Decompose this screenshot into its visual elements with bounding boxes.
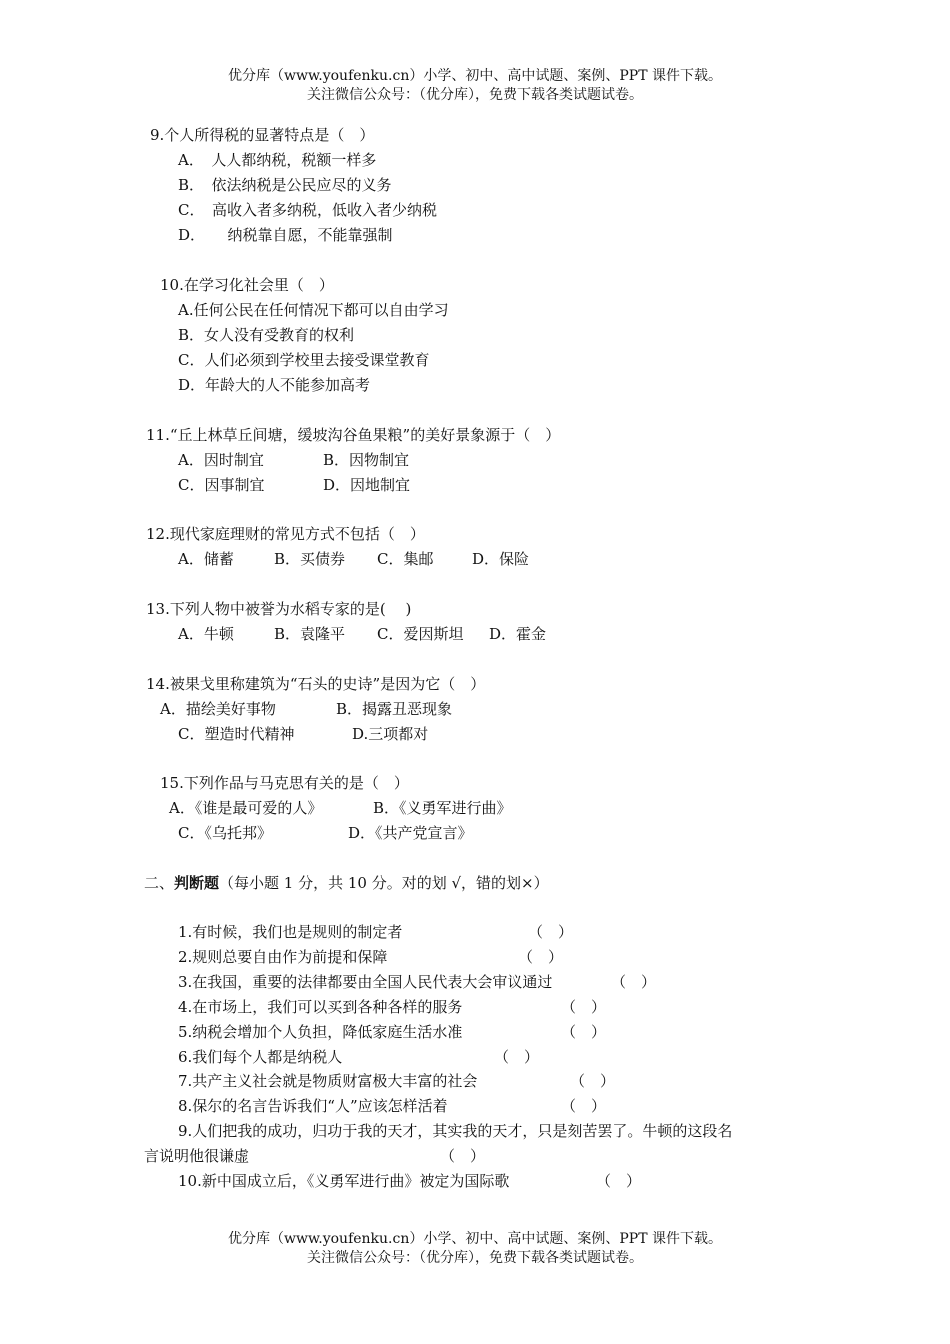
option-b: B．《义勇军进行曲》 xyxy=(373,799,512,817)
judge-item-text: 10.新中国成立后，《义勇军进行曲》被定为国际歌 xyxy=(178,1172,510,1190)
option-c: C．集邮 xyxy=(377,550,434,568)
footer-line-2: 关注微信公众号：（优分库），免费下载各类试题试卷。 xyxy=(307,1250,643,1266)
judge-item-text: 9.人们把我的成功，归功于我的天才，其实我的天才，只是刻苦罢了。牛顿的这段名 xyxy=(178,1122,733,1140)
answer-paren[interactable]: （ ） xyxy=(561,998,607,1016)
option-a: A．牛顿 xyxy=(178,625,234,643)
option-d: D．年龄大的人不能参加高考 xyxy=(178,376,371,394)
judge-item-text: 8.保尔的名言告诉我们“人”应该怎样活着 xyxy=(178,1097,448,1115)
question-stem: 12.现代家庭理财的常见方式不包括（ ） xyxy=(146,525,425,543)
option-c: C．人们必须到学校里去接受课堂教育 xyxy=(178,351,430,369)
answer-paren[interactable]: （ ） xyxy=(561,1097,607,1115)
option-d: D.三项都对 xyxy=(352,725,429,743)
header-line-2: 关注微信公众号：（优分库），免费下载各类试题试卷。 xyxy=(307,87,643,103)
option-b: B．女人没有受教育的权利 xyxy=(178,326,355,344)
option-a: A．《谁是最可爱的人》 xyxy=(169,799,323,817)
option-a: A．描绘美好事物 xyxy=(160,700,276,718)
answer-paren[interactable]: （ ） xyxy=(570,1072,616,1090)
judge-item-text: 1.有时候，我们也是规则的制定者 xyxy=(178,923,403,941)
judge-item-text: 5.纳税会增加个人负担，降低家庭生活水准 xyxy=(178,1023,463,1041)
answer-paren[interactable]: （ ） xyxy=(494,1048,540,1066)
option-d: D．霍金 xyxy=(489,625,547,643)
section-note: （每小题 1 分，共 10 分。对的划 √，错的划×） xyxy=(219,874,549,892)
option-b: B． 依法纳税是公民应尽的义务 xyxy=(178,176,392,194)
answer-paren[interactable]: （ ） xyxy=(440,1147,486,1165)
option-c: C． 高收入者多纳税，低收入者少纳税 xyxy=(178,201,437,219)
judge-item-text: 2.规则总要自由作为前提和保障 xyxy=(178,948,388,966)
answer-paren[interactable]: （ ） xyxy=(518,948,564,966)
option-b: B．买债券 xyxy=(274,550,346,568)
answer-paren[interactable]: （ ） xyxy=(596,1172,642,1190)
judge-item-text: 3.在我国，重要的法律都要由全国人民代表大会审议通过 xyxy=(178,973,553,991)
question-stem: 11.“丘上林草丘间塘，缓坡沟谷鱼果粮”的美好景象源于（ ） xyxy=(146,426,561,444)
section-heading xyxy=(144,873,549,893)
answer-paren[interactable]: （ ） xyxy=(561,1023,607,1041)
option-b: B．因物制宜 xyxy=(323,451,410,469)
section-prefix: 二、 xyxy=(144,874,175,892)
question-stem: 9.个人所得税的显著特点是（ ） xyxy=(150,126,375,144)
option-a: A.任何公民在任何情况下都可以自由学习 xyxy=(178,301,449,319)
option-a: A．储蓄 xyxy=(178,550,234,568)
section-title: 判断题 xyxy=(174,874,220,892)
option-c: C．爱因斯坦 xyxy=(377,625,464,643)
option-c: C．因事制宜 xyxy=(178,476,265,494)
option-d: D． 纳税靠自愿，不能靠强制 xyxy=(178,226,393,244)
option-a: A． 人人都纳税，税额一样多 xyxy=(178,151,377,169)
option-d: D．《共产党宣言》 xyxy=(348,824,473,842)
question-stem: 14.被果戈里称建筑为“石头的史诗”是因为它（ ） xyxy=(146,675,486,693)
question-stem: 13.下列人物中被誉为水稻专家的是( ) xyxy=(146,600,412,618)
option-a: A．因时制宜 xyxy=(178,451,264,469)
judge-item-text: 6.我们每个人都是纳税人 xyxy=(178,1048,343,1066)
footer-line-1: 优分库（www.youfenku.cn）小学、初中、高中试题、案例、PPT 课件下载。 xyxy=(227,1231,722,1247)
question-stem: 10.在学习化社会里（ ） xyxy=(160,276,334,294)
judge-item-text: 4.在市场上，我们可以买到各种各样的服务 xyxy=(178,998,463,1016)
header-line-1: 优分库（www.youfenku.cn）小学、初中、高中试题、案例、PPT 课件下载。 xyxy=(227,68,722,84)
judge-item-text: 7.共产主义社会就是物质财富极大丰富的社会 xyxy=(178,1072,478,1090)
option-b: B．揭露丑恶现象 xyxy=(336,700,453,718)
judge-item-text-continued: 言说明他很谦虚 xyxy=(144,1147,250,1165)
option-d: D．因地制宜 xyxy=(323,476,411,494)
answer-paren[interactable]: （ ） xyxy=(528,923,574,941)
option-c: C．塑造时代精神 xyxy=(178,725,295,743)
answer-paren[interactable]: （ ） xyxy=(611,973,657,991)
option-d: D．保险 xyxy=(472,550,530,568)
option-b: B．袁隆平 xyxy=(274,625,346,643)
question-stem: 15.下列作品与马克思有关的是（ ） xyxy=(160,774,409,792)
option-c: C．《乌托邦》 xyxy=(178,824,272,842)
